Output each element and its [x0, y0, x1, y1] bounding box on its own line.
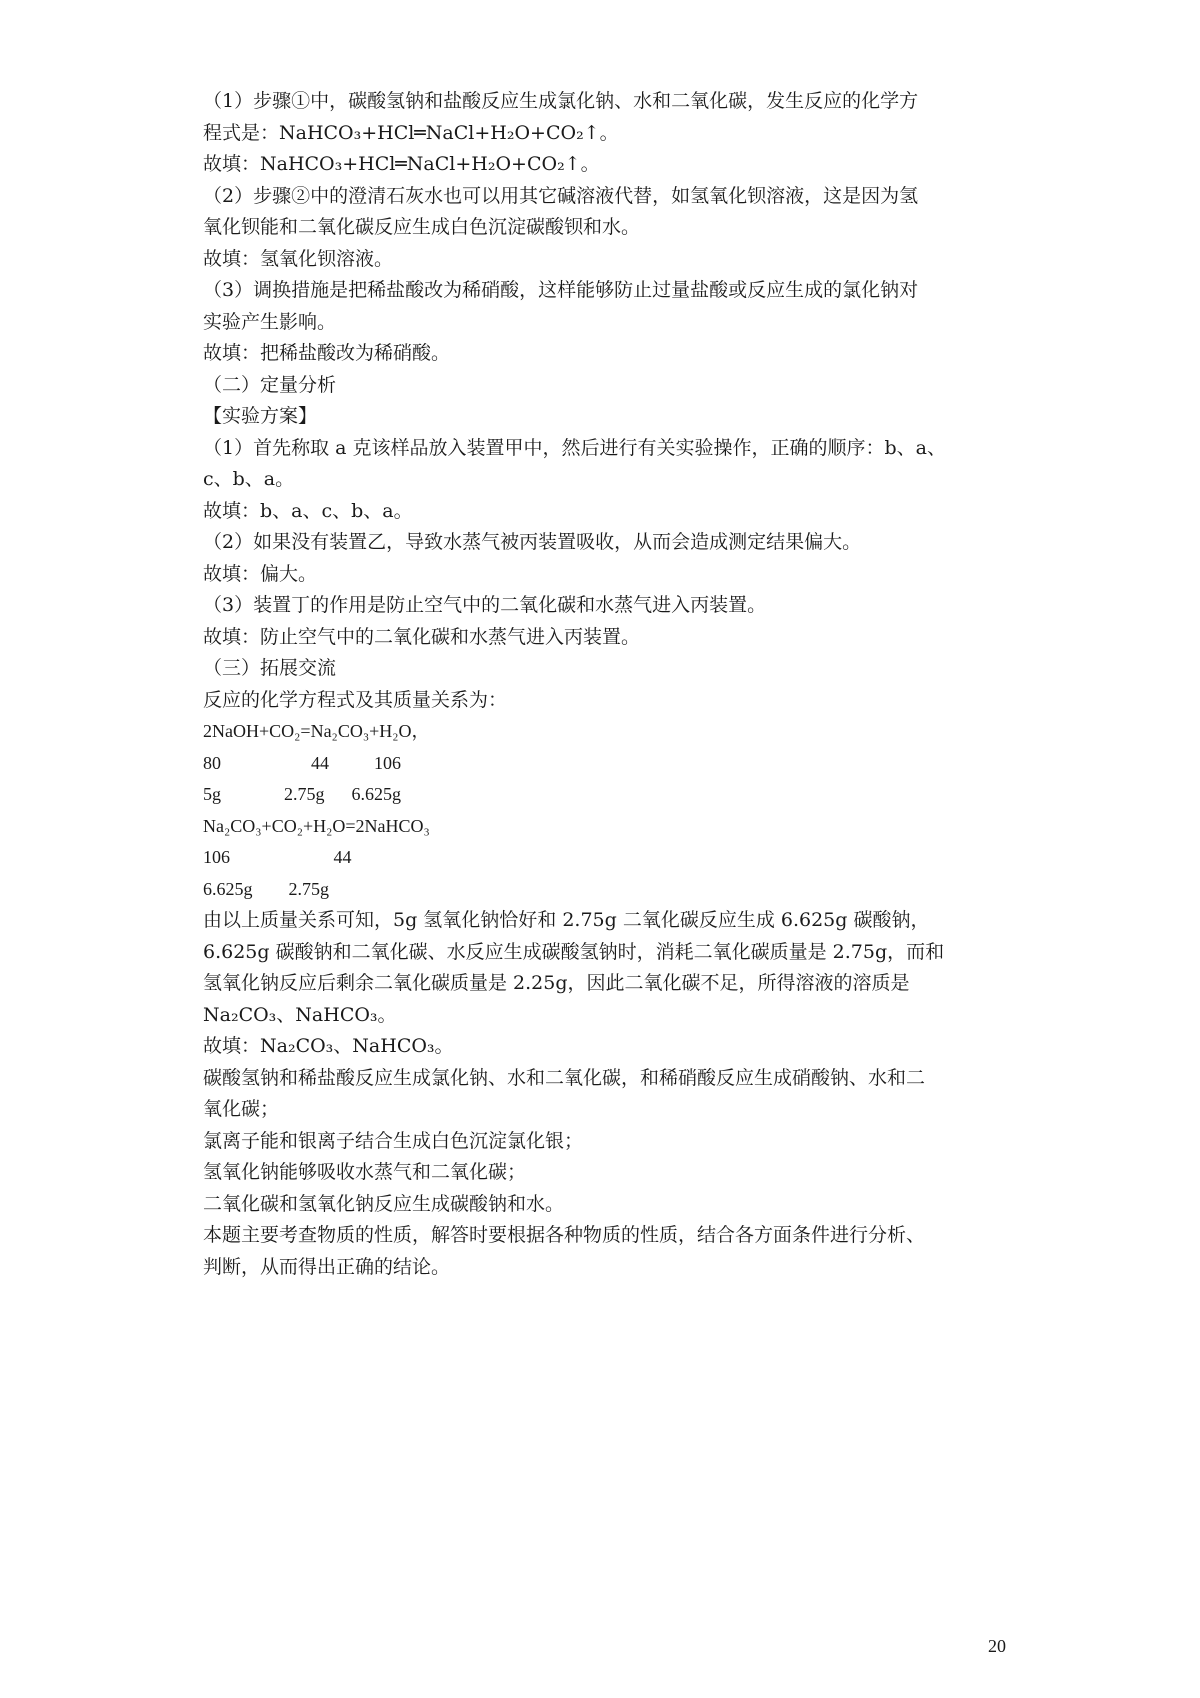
text-line: （2）步骤②中的澄清石灰水也可以用其它碱溶液代替，如氢氧化钡溶液，这是因为氢 [203, 184, 919, 207]
text-line: 故填：NaHCO₃+HCl═NaCl+H₂O+CO₂↑。 [203, 153, 600, 175]
text-line: 6.625g 碳酸钠和二氧化碳、水反应生成碳酸氢钠时，消耗二氧化碳质量是 2.75g，而和 [203, 940, 945, 963]
mass-row: 5g 2.75g 6.625g [203, 784, 401, 804]
chemical-equation: Na₂CO₃+CO₂+H₂O=2NaHCO₃ [203, 815, 430, 836]
molar-mass-row: 80 44 106 [203, 752, 401, 773]
page-number: 20 [988, 1636, 1006, 1656]
text-line: （1）首先称取 a 克该样品放入装置甲中，然后进行有关实验操作，正确的顺序：b、a、 [203, 436, 946, 459]
text-line: 氯离子能和银离子结合生成白色沉淀氯化银； [203, 1129, 584, 1152]
text-line: （2）如果没有装置乙，导致水蒸气被丙装置吸收，从而会造成测定结果偏大。 [203, 531, 862, 553]
text-line: 故填：把稀盐酸改为稀硝酸。 [203, 342, 451, 364]
mass-row: 6.625g 2.75g [203, 878, 329, 899]
text-line: 故填：氢氧化钡溶液。 [203, 247, 394, 270]
text-line: （3）调换措施是把稀盐酸改为稀硝酸，这样能够防止过量盐酸或反应生成的氯化钠对 [203, 279, 919, 301]
text-line: 氧化钡能和二氧化碳反应生成白色沉淀碳酸钡和水。 [203, 216, 641, 238]
text-line: 氧化碳； [203, 1098, 280, 1120]
text-line: 故填：b、a、c、b、a。 [203, 499, 413, 522]
text-line: 氢氧化钠能够吸收水蒸气和二氧化碳； [203, 1161, 527, 1183]
chemical-equation: 2NaOH+CO₂=Na₂CO₃+H₂O， [203, 721, 430, 741]
text-line: 本题主要考查物质的性质，解答时要根据各种物质的性质，结合各方面条件进行分析、 [203, 1224, 926, 1246]
section-heading: （二）定量分析 [203, 373, 337, 396]
answer-text-block [203, 86, 1003, 1283]
text-line: 实验产生影响。 [203, 310, 337, 333]
text-line: Na₂CO₃、NaHCO₃。 [203, 1003, 397, 1026]
text-line: 故填：偏大。 [203, 562, 318, 585]
text-line: （3）装置丁的作用是防止空气中的二氧化碳和水蒸气进入丙装置。 [203, 594, 767, 616]
text-line: 二氧化碳和氢氧化钠反应生成碳酸钠和水。 [203, 1192, 565, 1215]
text-line: （1）步骤①中，碳酸氢钠和盐酸反应生成氯化钠、水和二氧化碳，发生反应的化学方 [203, 90, 919, 112]
text-line: c、b、a。 [203, 468, 295, 490]
molar-mass-row: 106 44 [203, 847, 352, 867]
section-heading: （三）拓展交流 [203, 657, 337, 679]
text-line: 故填：防止空气中的二氧化碳和水蒸气进入丙装置。 [203, 625, 641, 648]
text-line: 氢氧化钠反应后剩余二氧化碳质量是 2.25g，因此二氧化碳不足，所得溶液的溶质是 [203, 972, 910, 994]
text-line: 故填：Na₂CO₃、NaHCO₃。 [203, 1035, 454, 1057]
text-line: 判断，从而得出正确的结论。 [203, 1255, 451, 1278]
text-line: 反应的化学方程式及其质量关系为： [203, 688, 508, 711]
text-line: 碳酸氢钠和稀盐酸反应生成氯化钠、水和二氧化碳，和稀硝酸反应生成硝酸钠、水和二 [203, 1066, 926, 1089]
text-line: 由以上质量关系可知，5g 氢氧化钠恰好和 2.75g 二氧化碳反应生成 6.625g 碳酸钠， [203, 909, 930, 931]
section-heading: 【实验方案】 [203, 405, 318, 427]
text-line: 程式是：NaHCO₃+HCl═NaCl+H₂O+CO₂↑。 [203, 121, 619, 144]
